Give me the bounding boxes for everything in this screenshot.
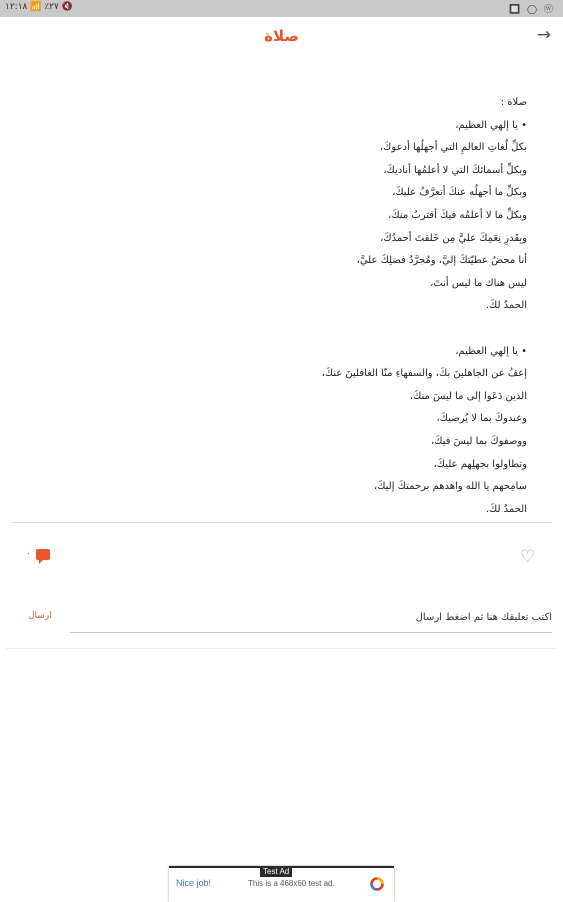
- prayer-line: وبكلِّ أسمائكَ التي لا أعلمُها أناديكَ،: [383, 164, 527, 176]
- comment-count: ٠: [26, 549, 31, 559]
- page-title: صلاة: [264, 27, 299, 45]
- prayer-line: وبكلِّ ما أجهلُه عنكَ أتعرَّفُ عليكَ،: [392, 187, 527, 199]
- prayer-text: [27, 92, 527, 521]
- prayer-line: وتطاولوا بجهلِهم عليكَ،: [433, 458, 527, 470]
- content-divider: [12, 522, 552, 523]
- ad-title[interactable]: Nice job!: [176, 878, 212, 888]
- prayer-line: [27, 318, 527, 341]
- ad-logo-icon: [370, 877, 384, 891]
- status-bar-info: ۱۲:۱۸ 📶 ٪۲۷ 🔇: [5, 2, 73, 12]
- prayer-line: وبكلِّ ما لا أعلمُه فيكَ أقتربُ منكَ،: [388, 209, 527, 221]
- prayer-line: إعفُ عن الجاهلينَ بكَ، والسفهاءِ منّا الغافلينَ عنكَ،: [321, 368, 527, 380]
- prayer-line: أنا محضُ عطيّتكَ إليَّ، ومُجرَّدُ فضلِكَ عليَّ،: [356, 255, 527, 267]
- arrow-right-icon[interactable]: →: [536, 25, 551, 45]
- prayer-line: بكلِّ لُغاتِ العالمِ التي أجهلُها أدعوكَ،: [379, 142, 527, 154]
- post-actions: [0, 545, 563, 571]
- heart-icon[interactable]: ♡: [520, 547, 536, 567]
- notification-icons: 🔲 ◯ ⓦ: [508, 5, 555, 15]
- comment-icon[interactable]: [36, 549, 50, 560]
- prayer-line: الحمدُ لكَ.: [485, 503, 527, 515]
- prayer-line: سامِحهم يا الله واهدهم برحمتكَ إليكَ،: [374, 481, 527, 493]
- app-header: [0, 17, 563, 59]
- prayer-line: ليس هناك ما ليس أنتَ،: [430, 277, 527, 289]
- prayer-line: • يا إلهي العظيم،: [455, 345, 527, 357]
- section-divider: [6, 648, 556, 649]
- status-bar: [0, 0, 563, 17]
- prayer-line: الحمدُ لكَ.: [485, 300, 527, 312]
- prayer-line: وبِقَدرِ نِعَمِكَ عليَّ مِن خَلقتَ أحمدُكَ،: [380, 232, 527, 244]
- prayer-line: الذين دَعَوا إلى ما ليسَ منكَ،: [409, 390, 527, 402]
- ad-label: Test Ad: [260, 866, 292, 877]
- prayer-line: ووصفوكَ بما ليسَ فيكَ،: [430, 435, 527, 447]
- prayer-line: صلاة :: [500, 97, 527, 108]
- prayer-line: وعبدوكَ بما لا يُرضيكَ،: [436, 413, 527, 425]
- ad-text: This is a 468x60 test ad.: [248, 879, 335, 888]
- prayer-line: • يا إلهي العظيم،: [455, 119, 527, 131]
- comment-input[interactable]: [70, 602, 552, 633]
- comment-form: [0, 602, 563, 632]
- send-button[interactable]: ارسال: [28, 611, 52, 621]
